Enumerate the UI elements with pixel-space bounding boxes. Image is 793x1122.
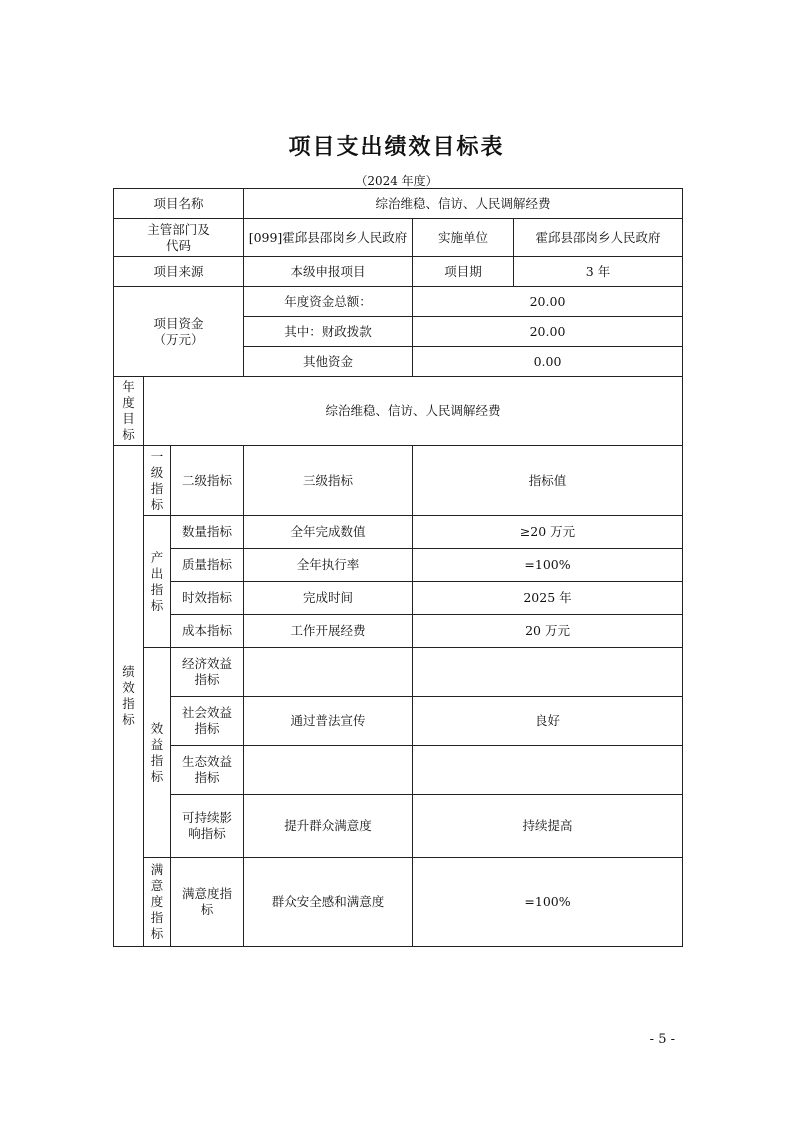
level3-cell: 工作开展经费 <box>244 615 413 648</box>
level1-header-char: 一 <box>150 448 164 464</box>
table-row <box>114 746 683 795</box>
document-title: 项目支出绩效目标表 <box>288 135 505 160</box>
funds-fiscal-label: 其中：财政拨款 <box>244 317 413 347</box>
level2-line: 经济效益 <box>181 656 232 671</box>
department-label-line1: 主管部门及 <box>147 221 210 237</box>
level2-line: 指标 <box>194 770 220 785</box>
indicator-value-cell: =100% <box>413 858 683 947</box>
funds-label-line1: 项目资金 <box>153 315 204 331</box>
source-value: 本级申报项目 <box>244 257 413 287</box>
table-row <box>114 516 683 549</box>
implementing-unit-label: 实施单位 <box>413 219 514 257</box>
table-row <box>114 615 683 648</box>
performance-indicator-group-label <box>114 446 144 947</box>
output-label-char: 标 <box>150 597 164 613</box>
table-row <box>114 697 683 746</box>
benefit-indicator-label <box>144 648 171 858</box>
level2-cell: 时效指标 <box>171 582 244 615</box>
annual-goal-label-char: 度 <box>122 395 135 410</box>
level2-line: 可持续影 <box>181 810 232 825</box>
row-project-name <box>114 189 683 219</box>
level3-header: 三级指标 <box>244 446 413 516</box>
funds-other-label: 其他资金 <box>244 347 413 377</box>
table-row <box>114 858 683 947</box>
group-label-char: 指 <box>122 696 135 711</box>
performance-target-table <box>113 188 683 947</box>
annual-goal-label-char: 年 <box>122 379 135 394</box>
level2-header: 二级指标 <box>171 446 244 516</box>
annual-goal-value: 综治维稳、信访、人民调解经费 <box>144 377 683 446</box>
level2-line: 生态效益 <box>181 754 232 769</box>
funds-label <box>114 287 244 377</box>
satisfaction-label-char: 标 <box>150 926 164 941</box>
level2-cell: 成本指标 <box>171 615 244 648</box>
indicator-value-cell: 持续提高 <box>413 795 683 858</box>
table-row <box>114 582 683 615</box>
table-row <box>114 795 683 858</box>
group-label-char: 绩 <box>122 664 135 679</box>
funds-label-line2: （万元） <box>153 331 204 347</box>
annual-goal-label <box>114 377 144 446</box>
indicator-value-cell <box>413 746 683 795</box>
indicator-value-cell: 2025 年 <box>413 582 683 615</box>
period-value: 3 年 <box>514 257 683 287</box>
satisfaction-label-char: 度 <box>150 894 164 909</box>
output-label-char: 产 <box>150 549 164 565</box>
department-label-line2: 代码 <box>165 237 191 253</box>
implementing-unit-value: 霍邱县邵岗乡人民政府 <box>514 219 683 257</box>
benefit-label-char: 益 <box>150 736 164 752</box>
level2-cell <box>171 858 244 947</box>
level1-header <box>144 446 171 516</box>
table-row <box>114 648 683 697</box>
level3-cell: 完成时间 <box>244 582 413 615</box>
level2-line: 标 <box>200 902 214 917</box>
level2-cell: 数量指标 <box>171 516 244 549</box>
level2-cell: 质量指标 <box>171 549 244 582</box>
row-annual-goal <box>114 377 683 446</box>
group-label-char: 标 <box>122 712 135 727</box>
annual-goal-label-char: 标 <box>122 427 135 442</box>
indicator-value-cell: =100% <box>413 549 683 582</box>
funds-total-value: 20.00 <box>413 287 683 317</box>
output-indicator-label <box>144 516 171 648</box>
benefit-label-char: 指 <box>150 752 164 768</box>
level1-header-char: 级 <box>150 464 164 480</box>
level3-cell: 群众安全感和满意度 <box>244 858 413 947</box>
table-row <box>114 549 683 582</box>
indicator-value-cell <box>413 648 683 697</box>
level2-cell <box>171 795 244 858</box>
indicator-value-cell: 良好 <box>413 697 683 746</box>
level2-line: 指标 <box>194 721 220 736</box>
row-source <box>114 257 683 287</box>
funds-total-label: 年度资金总额： <box>244 287 413 317</box>
level2-line: 响指标 <box>188 826 226 841</box>
level3-cell <box>244 746 413 795</box>
project-name-label: 项目名称 <box>114 189 244 219</box>
satisfaction-label-char: 满 <box>150 862 164 877</box>
level2-cell <box>171 648 244 697</box>
funds-other-value: 0.00 <box>413 347 683 377</box>
benefit-label-char: 效 <box>150 720 164 736</box>
level1-header-char: 标 <box>150 496 164 512</box>
level1-header-char: 指 <box>150 480 164 496</box>
level2-cell <box>171 697 244 746</box>
period-label: 项目期 <box>413 257 514 287</box>
level3-cell: 全年执行率 <box>244 549 413 582</box>
department-label <box>114 219 244 257</box>
source-label: 项目来源 <box>114 257 244 287</box>
row-department <box>114 219 683 257</box>
indicator-value-header: 指标值 <box>413 446 683 516</box>
page-number: - 5 - <box>649 1032 675 1047</box>
satisfaction-label-char: 指 <box>150 910 164 925</box>
row-indicator-header <box>114 446 683 516</box>
satisfaction-label-char: 意 <box>150 878 164 893</box>
group-label-char: 效 <box>122 680 135 695</box>
year-subtitle: （2024 年度） <box>355 174 438 188</box>
funds-fiscal-value: 20.00 <box>413 317 683 347</box>
output-label-char: 出 <box>150 565 164 581</box>
satisfaction-indicator-label <box>144 858 171 947</box>
row-funds-total <box>114 287 683 317</box>
level2-line: 满意度指 <box>181 886 232 901</box>
level2-line: 指标 <box>194 672 220 687</box>
indicator-value-cell: ≥20 万元 <box>413 516 683 549</box>
project-name-value: 综治维稳、信访、人民调解经费 <box>244 189 683 219</box>
indicator-value-cell: 20 万元 <box>413 615 683 648</box>
level3-cell: 通过普法宣传 <box>244 697 413 746</box>
level2-line: 社会效益 <box>181 705 232 720</box>
level2-cell <box>171 746 244 795</box>
output-label-char: 指 <box>150 581 164 597</box>
level3-cell: 全年完成数值 <box>244 516 413 549</box>
benefit-label-char: 标 <box>150 768 164 784</box>
level3-cell: 提升群众满意度 <box>244 795 413 858</box>
annual-goal-label-char: 目 <box>122 411 135 426</box>
department-value: [099]霍邱县邵岗乡人民政府 <box>244 219 413 257</box>
level3-cell <box>244 648 413 697</box>
